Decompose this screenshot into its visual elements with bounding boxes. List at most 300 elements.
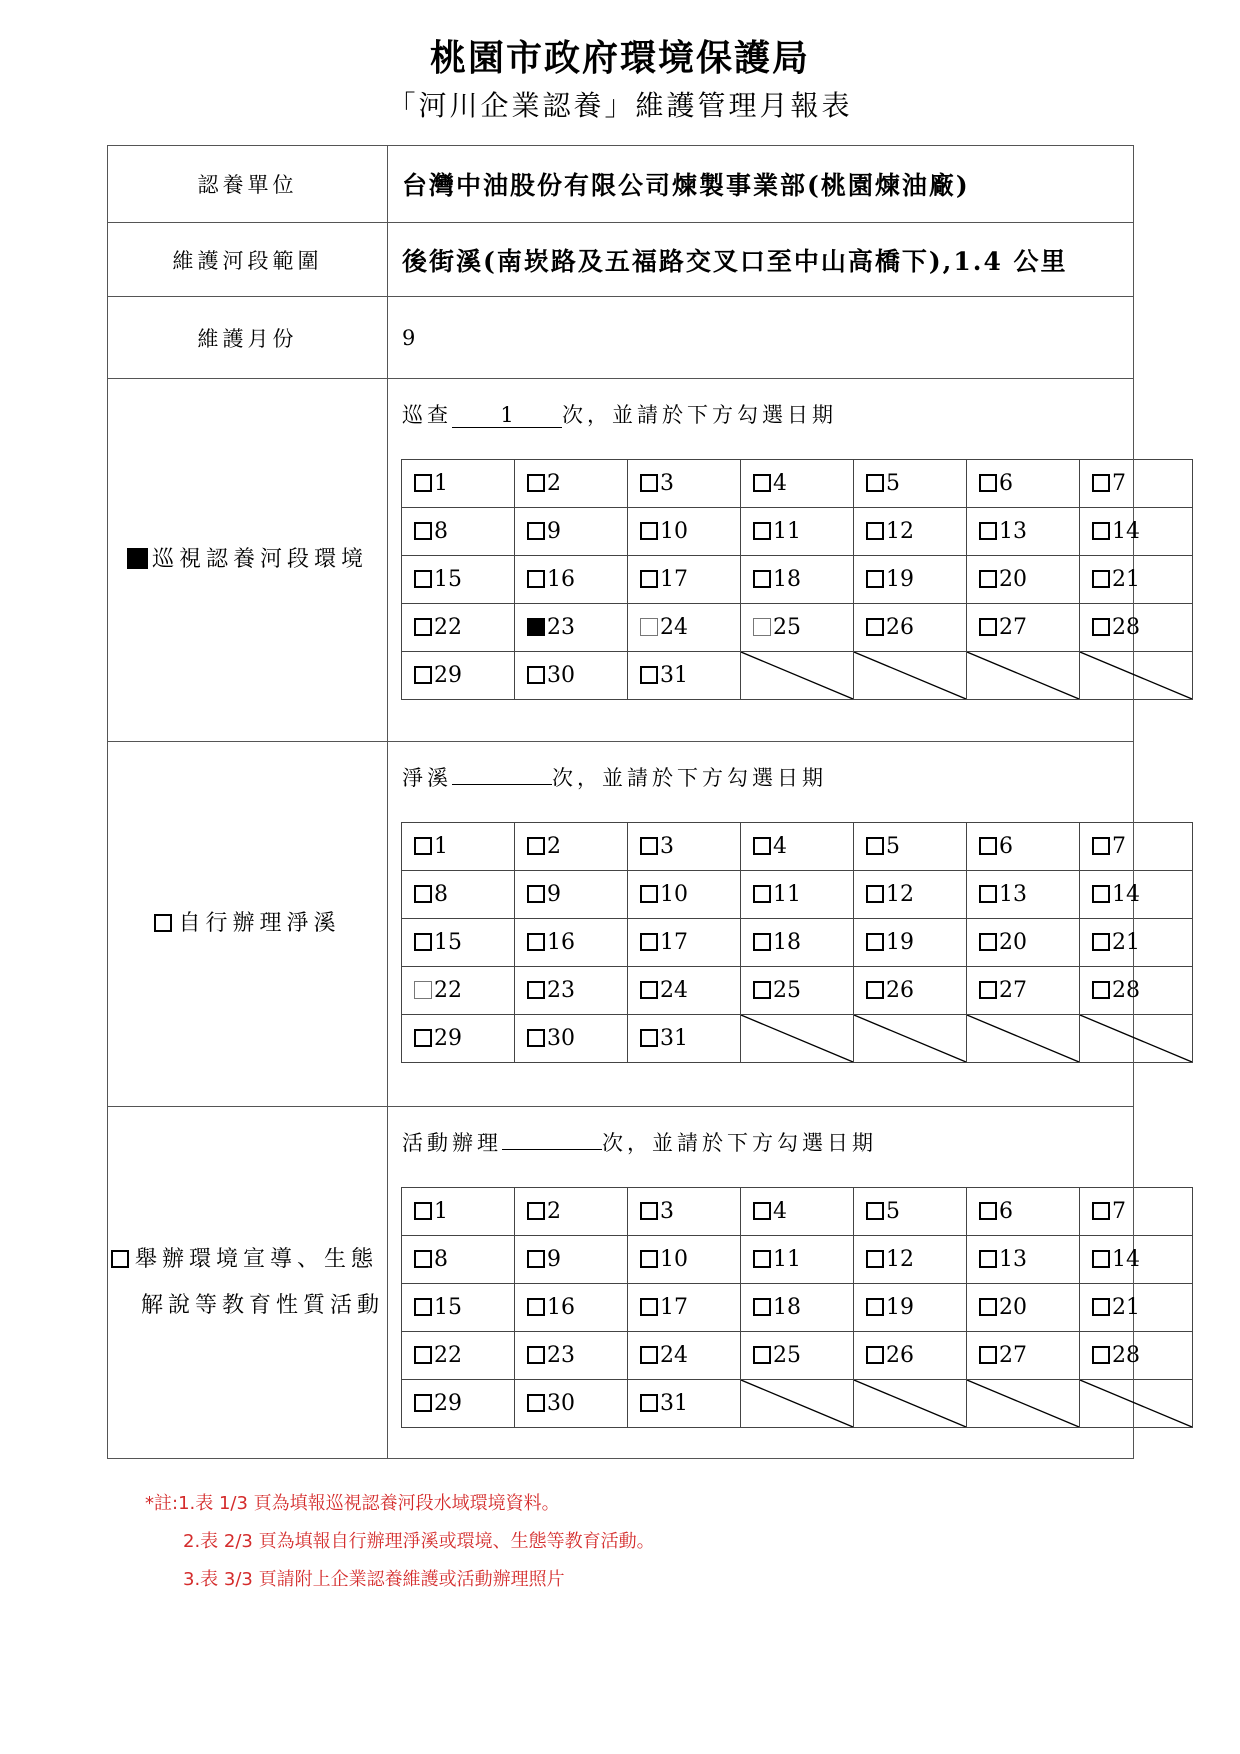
day-cell-27[interactable] xyxy=(967,604,1080,652)
activity-count-line xyxy=(388,1107,1133,1167)
day-checkbox[interactable] xyxy=(414,1394,432,1412)
day-cell-9[interactable] xyxy=(515,1236,628,1284)
day-number: 25 xyxy=(773,978,801,1003)
month-label: 維護月份 xyxy=(108,297,388,379)
day-cell-24[interactable] xyxy=(628,604,741,652)
range-label: 維護河段範圍 xyxy=(108,223,388,297)
day-cell-15[interactable] xyxy=(402,1284,515,1332)
day-cell-3[interactable] xyxy=(628,460,741,508)
day-checkbox[interactable] xyxy=(640,474,658,492)
day-checkbox[interactable] xyxy=(640,1394,658,1412)
day-number: 16 xyxy=(547,930,575,955)
day-cell-30[interactable] xyxy=(515,1380,628,1428)
day-checkbox[interactable] xyxy=(527,885,545,903)
day-checkbox[interactable] xyxy=(866,1346,884,1364)
day-number: 5 xyxy=(886,1199,900,1224)
day-cell-18[interactable] xyxy=(741,919,854,967)
day-number: 26 xyxy=(886,1343,914,1368)
day-checkbox[interactable] xyxy=(640,618,658,636)
day-checkbox[interactable] xyxy=(640,1298,658,1316)
day-number: 27 xyxy=(999,978,1027,1003)
day-cell-30[interactable] xyxy=(515,1015,628,1063)
form-subtitle: 「河川企業認養」維護管理月報表 xyxy=(387,89,853,122)
empty-day-cell xyxy=(1080,1380,1193,1428)
day-row xyxy=(402,1188,1193,1236)
day-number: 11 xyxy=(773,519,801,544)
day-cell-4[interactable] xyxy=(741,1188,854,1236)
day-checkbox[interactable] xyxy=(866,885,884,903)
day-number: 12 xyxy=(886,1247,914,1272)
day-checkbox[interactable] xyxy=(640,1346,658,1364)
day-cell-22[interactable] xyxy=(402,1332,515,1380)
empty-day-cell xyxy=(1080,1015,1193,1063)
day-cell-12[interactable] xyxy=(854,871,967,919)
patrol-count-line xyxy=(388,379,1133,439)
day-checkbox[interactable] xyxy=(414,1029,432,1047)
day-row xyxy=(402,652,1193,700)
day-checkbox[interactable] xyxy=(640,1029,658,1047)
day-checkbox[interactable] xyxy=(1092,981,1110,999)
day-checkbox[interactable] xyxy=(979,933,997,951)
day-checkbox[interactable] xyxy=(414,1346,432,1364)
day-number: 28 xyxy=(1112,1343,1140,1368)
note-3: 3.表 3/3 頁請附上企業認養維護或活動辦理照片 xyxy=(183,1569,565,1590)
day-number: 24 xyxy=(660,978,688,1003)
day-number: 21 xyxy=(1112,567,1140,592)
day-cell-15[interactable] xyxy=(402,919,515,967)
day-cell-5[interactable] xyxy=(854,460,967,508)
day-number: 15 xyxy=(434,567,462,592)
day-number: 4 xyxy=(773,834,787,859)
day-cell-11[interactable] xyxy=(741,1236,854,1284)
day-checkbox[interactable] xyxy=(527,933,545,951)
day-cell-28[interactable] xyxy=(1080,967,1193,1015)
day-row xyxy=(402,967,1193,1015)
day-cell-6[interactable] xyxy=(967,823,1080,871)
day-cell-14[interactable] xyxy=(1080,1236,1193,1284)
day-checkbox[interactable] xyxy=(866,618,884,636)
month-value[interactable]: 9 xyxy=(388,297,1134,379)
day-number: 18 xyxy=(773,1295,801,1320)
day-checkbox[interactable] xyxy=(640,666,658,684)
day-cell-24[interactable] xyxy=(628,967,741,1015)
day-checkbox[interactable] xyxy=(979,1202,997,1220)
diagonal-strike xyxy=(854,652,966,699)
day-cell-10[interactable] xyxy=(628,508,741,556)
day-cell-25[interactable] xyxy=(741,604,854,652)
empty-day-cell xyxy=(741,1380,854,1428)
day-checkbox[interactable] xyxy=(753,1202,771,1220)
day-cell-5[interactable] xyxy=(854,823,967,871)
day-cell-4[interactable] xyxy=(741,460,854,508)
day-cell-24[interactable] xyxy=(628,1332,741,1380)
day-row xyxy=(402,871,1193,919)
day-checkbox[interactable] xyxy=(866,981,884,999)
cleanup-section-body xyxy=(388,742,1140,1107)
day-checkbox[interactable] xyxy=(414,570,432,588)
day-checkbox[interactable] xyxy=(866,570,884,588)
cleanup-count-line xyxy=(388,742,1133,802)
day-number: 31 xyxy=(660,1391,688,1416)
day-checkbox[interactable] xyxy=(527,474,545,492)
day-cell-6[interactable] xyxy=(967,1188,1080,1236)
day-cell-20[interactable] xyxy=(967,1284,1080,1332)
day-cell-1[interactable] xyxy=(402,1188,515,1236)
day-number: 1 xyxy=(434,834,448,859)
day-cell-31[interactable] xyxy=(628,1015,741,1063)
day-checkbox[interactable] xyxy=(414,474,432,492)
report-form xyxy=(107,145,1140,1459)
day-cell-26[interactable] xyxy=(854,1332,967,1380)
day-row xyxy=(402,919,1193,967)
day-cell-31[interactable] xyxy=(628,1380,741,1428)
day-checkbox[interactable] xyxy=(866,522,884,540)
day-cell-10[interactable] xyxy=(628,1236,741,1284)
day-checkbox[interactable] xyxy=(414,933,432,951)
day-cell-12[interactable] xyxy=(854,1236,967,1284)
empty-day-cell xyxy=(741,1015,854,1063)
day-cell-1[interactable] xyxy=(402,823,515,871)
day-number: 18 xyxy=(773,930,801,955)
day-row xyxy=(402,508,1193,556)
day-checkbox[interactable] xyxy=(979,981,997,999)
activity-count-prefix: 活動辦理 xyxy=(402,1131,502,1155)
day-checkbox[interactable] xyxy=(1092,570,1110,588)
activity-day-grid xyxy=(401,1187,1193,1428)
range-value[interactable]: 後街溪(南崁路及五福路交叉口至中山高橋下),1.4 公里 xyxy=(388,223,1134,297)
day-row xyxy=(402,604,1193,652)
diagonal-strike xyxy=(967,652,1079,699)
day-cell-26[interactable] xyxy=(854,604,967,652)
day-cell-17[interactable] xyxy=(628,556,741,604)
day-checkbox[interactable] xyxy=(1092,1346,1110,1364)
day-checkbox[interactable] xyxy=(753,570,771,588)
day-checkbox[interactable] xyxy=(753,1250,771,1268)
day-cell-11[interactable] xyxy=(741,871,854,919)
day-checkbox[interactable] xyxy=(866,1250,884,1268)
day-cell-25[interactable] xyxy=(741,1332,854,1380)
day-number: 20 xyxy=(999,1295,1027,1320)
day-checkbox[interactable] xyxy=(527,570,545,588)
day-row xyxy=(402,460,1193,508)
day-number: 25 xyxy=(773,1343,801,1368)
day-cell-29[interactable] xyxy=(402,652,515,700)
day-number: 6 xyxy=(999,471,1013,496)
day-cell-20[interactable] xyxy=(967,556,1080,604)
day-cell-18[interactable] xyxy=(741,556,854,604)
day-checkbox[interactable] xyxy=(527,837,545,855)
day-row xyxy=(402,1284,1193,1332)
day-cell-13[interactable] xyxy=(967,1236,1080,1284)
day-number: 28 xyxy=(1112,978,1140,1003)
day-number: 25 xyxy=(773,615,801,640)
day-cell-14[interactable] xyxy=(1080,871,1193,919)
day-cell-3[interactable] xyxy=(628,1188,741,1236)
day-checkbox[interactable] xyxy=(753,837,771,855)
day-checkbox[interactable] xyxy=(979,885,997,903)
day-row xyxy=(402,556,1193,604)
day-number: 10 xyxy=(660,519,688,544)
day-checkbox[interactable] xyxy=(640,1202,658,1220)
day-number: 23 xyxy=(547,615,575,640)
day-checkbox[interactable] xyxy=(753,981,771,999)
day-number: 4 xyxy=(773,471,787,496)
day-checkbox[interactable] xyxy=(527,981,545,999)
diagonal-strike xyxy=(967,1015,1079,1062)
day-checkbox[interactable] xyxy=(640,522,658,540)
day-number: 10 xyxy=(660,1247,688,1272)
day-cell-19[interactable] xyxy=(854,1284,967,1332)
day-number: 5 xyxy=(886,471,900,496)
day-checkbox[interactable] xyxy=(753,474,771,492)
day-cell-19[interactable] xyxy=(854,919,967,967)
day-checkbox[interactable] xyxy=(979,570,997,588)
day-number: 14 xyxy=(1112,1247,1140,1272)
day-checkbox[interactable] xyxy=(527,1029,545,1047)
day-cell-19[interactable] xyxy=(854,556,967,604)
day-cell-7[interactable] xyxy=(1080,460,1193,508)
day-cell-1[interactable] xyxy=(402,460,515,508)
day-cell-22[interactable] xyxy=(402,967,515,1015)
day-checkbox[interactable] xyxy=(640,981,658,999)
note-1: *註:1.表 1/3 頁為填報巡視認養河段水域環境資料。 xyxy=(145,1493,560,1514)
day-row xyxy=(402,1236,1193,1284)
day-row xyxy=(402,1380,1193,1428)
day-checkbox[interactable] xyxy=(640,933,658,951)
day-cell-15[interactable] xyxy=(402,556,515,604)
day-checkbox[interactable] xyxy=(414,618,432,636)
day-number: 13 xyxy=(999,1247,1027,1272)
day-cell-28[interactable] xyxy=(1080,604,1193,652)
day-checkbox[interactable] xyxy=(414,1250,432,1268)
day-cell-23[interactable] xyxy=(515,1332,628,1380)
day-checkbox[interactable] xyxy=(1092,837,1110,855)
day-checkbox[interactable] xyxy=(527,618,545,636)
day-checkbox[interactable] xyxy=(979,522,997,540)
day-checkbox[interactable] xyxy=(1092,933,1110,951)
day-checkbox[interactable] xyxy=(979,1298,997,1316)
day-checkbox[interactable] xyxy=(527,1202,545,1220)
unit-value[interactable]: 台灣中油股份有限公司煉製事業部(桃園煉油廠) xyxy=(388,146,1134,223)
day-checkbox[interactable] xyxy=(1092,522,1110,540)
day-number: 21 xyxy=(1112,930,1140,955)
day-number: 29 xyxy=(434,1026,462,1051)
day-checkbox[interactable] xyxy=(866,1298,884,1316)
day-cell-16[interactable] xyxy=(515,919,628,967)
day-cell-17[interactable] xyxy=(628,1284,741,1332)
activity-count-suffix: 次，並請於下方勾選日期 xyxy=(602,1131,877,1155)
day-checkbox[interactable] xyxy=(527,1298,545,1316)
day-number: 12 xyxy=(886,882,914,907)
day-number: 3 xyxy=(660,1199,674,1224)
day-cell-29[interactable] xyxy=(402,1015,515,1063)
day-cell-3[interactable] xyxy=(628,823,741,871)
day-cell-12[interactable] xyxy=(854,508,967,556)
cleanup-count-suffix: 次，並請於下方勾選日期 xyxy=(552,766,827,790)
day-cell-7[interactable] xyxy=(1080,1188,1193,1236)
day-cell-9[interactable] xyxy=(515,871,628,919)
day-cell-28[interactable] xyxy=(1080,1332,1193,1380)
day-cell-23[interactable] xyxy=(515,604,628,652)
day-checkbox[interactable] xyxy=(527,666,545,684)
day-cell-8[interactable] xyxy=(402,508,515,556)
day-cell-2[interactable] xyxy=(515,823,628,871)
day-cell-9[interactable] xyxy=(515,508,628,556)
day-checkbox[interactable] xyxy=(640,837,658,855)
day-number: 2 xyxy=(547,834,561,859)
day-checkbox[interactable] xyxy=(866,837,884,855)
day-checkbox[interactable] xyxy=(414,1298,432,1316)
day-checkbox[interactable] xyxy=(753,618,771,636)
day-cell-18[interactable] xyxy=(741,1284,854,1332)
empty-day-cell xyxy=(967,1380,1080,1428)
day-checkbox[interactable] xyxy=(979,1346,997,1364)
cleanup-label-text: 自行辦理淨溪 xyxy=(178,911,341,936)
day-number: 1 xyxy=(434,1199,448,1224)
day-cell-14[interactable] xyxy=(1080,508,1193,556)
day-checkbox[interactable] xyxy=(414,666,432,684)
day-checkbox[interactable] xyxy=(414,981,432,999)
day-number: 22 xyxy=(434,978,462,1003)
day-cell-27[interactable] xyxy=(967,1332,1080,1380)
day-cell-11[interactable] xyxy=(741,508,854,556)
day-checkbox[interactable] xyxy=(753,885,771,903)
day-cell-2[interactable] xyxy=(515,1188,628,1236)
day-number: 28 xyxy=(1112,615,1140,640)
empty-day-cell xyxy=(854,652,967,700)
day-number: 8 xyxy=(434,882,448,907)
day-checkbox[interactable] xyxy=(1092,1298,1110,1316)
day-cell-27[interactable] xyxy=(967,967,1080,1015)
day-checkbox[interactable] xyxy=(866,1202,884,1220)
day-number: 7 xyxy=(1112,834,1126,859)
day-checkbox[interactable] xyxy=(414,1202,432,1220)
day-checkbox[interactable] xyxy=(866,474,884,492)
diagonal-strike xyxy=(967,1380,1079,1427)
day-cell-13[interactable] xyxy=(967,871,1080,919)
day-cell-31[interactable] xyxy=(628,652,741,700)
day-cell-5[interactable] xyxy=(854,1188,967,1236)
day-cell-29[interactable] xyxy=(402,1380,515,1428)
activity-checkbox[interactable] xyxy=(111,1250,129,1268)
empty-day-cell xyxy=(967,652,1080,700)
day-checkbox[interactable] xyxy=(1092,474,1110,492)
day-cell-25[interactable] xyxy=(741,967,854,1015)
day-cell-2[interactable] xyxy=(515,460,628,508)
day-checkbox[interactable] xyxy=(527,1250,545,1268)
day-number: 21 xyxy=(1112,1295,1140,1320)
day-number: 3 xyxy=(660,471,674,496)
day-cell-20[interactable] xyxy=(967,919,1080,967)
day-number: 11 xyxy=(773,882,801,907)
day-number: 7 xyxy=(1112,471,1126,496)
note-2: 2.表 2/3 頁為填報自行辦理淨溪或環境、生態等教育活動。 xyxy=(183,1531,655,1552)
day-number: 5 xyxy=(886,834,900,859)
day-checkbox[interactable] xyxy=(979,474,997,492)
day-checkbox[interactable] xyxy=(1092,885,1110,903)
day-cell-10[interactable] xyxy=(628,871,741,919)
cleanup-checkbox[interactable] xyxy=(154,914,172,932)
day-checkbox[interactable] xyxy=(979,837,997,855)
day-cell-23[interactable] xyxy=(515,967,628,1015)
day-checkbox[interactable] xyxy=(753,933,771,951)
day-checkbox[interactable] xyxy=(527,1346,545,1364)
day-number: 23 xyxy=(547,1343,575,1368)
day-checkbox[interactable] xyxy=(527,1394,545,1412)
day-cell-8[interactable] xyxy=(402,871,515,919)
patrol-checkbox-checked[interactable] xyxy=(127,548,148,569)
day-number: 27 xyxy=(999,615,1027,640)
day-checkbox[interactable] xyxy=(640,1250,658,1268)
day-cell-16[interactable] xyxy=(515,1284,628,1332)
day-number: 20 xyxy=(999,567,1027,592)
day-checkbox[interactable] xyxy=(753,1346,771,1364)
day-number: 1 xyxy=(434,471,448,496)
day-number: 26 xyxy=(886,978,914,1003)
day-number: 27 xyxy=(999,1343,1027,1368)
day-checkbox[interactable] xyxy=(1092,1250,1110,1268)
day-number: 11 xyxy=(773,1247,801,1272)
day-number: 18 xyxy=(773,567,801,592)
day-cell-7[interactable] xyxy=(1080,823,1193,871)
patrol-section-body xyxy=(388,379,1140,742)
day-cell-6[interactable] xyxy=(967,460,1080,508)
patrol-count-input[interactable]: 1 xyxy=(452,403,562,428)
day-checkbox[interactable] xyxy=(527,522,545,540)
day-number: 9 xyxy=(547,519,561,544)
day-number: 19 xyxy=(886,930,914,955)
day-number: 15 xyxy=(434,930,462,955)
day-checkbox[interactable] xyxy=(753,1298,771,1316)
day-checkbox[interactable] xyxy=(414,885,432,903)
cleanup-count-input[interactable] xyxy=(452,784,552,785)
patrol-count-suffix: 次，並請於下方勾選日期 xyxy=(562,403,837,427)
day-number: 16 xyxy=(547,1295,575,1320)
day-cell-30[interactable] xyxy=(515,652,628,700)
day-checkbox[interactable] xyxy=(1092,618,1110,636)
day-checkbox[interactable] xyxy=(979,1250,997,1268)
day-cell-21[interactable] xyxy=(1080,919,1193,967)
diagonal-strike xyxy=(854,1015,966,1062)
day-number: 19 xyxy=(886,1295,914,1320)
day-cell-16[interactable] xyxy=(515,556,628,604)
day-cell-4[interactable] xyxy=(741,823,854,871)
day-checkbox[interactable] xyxy=(640,570,658,588)
day-checkbox[interactable] xyxy=(414,837,432,855)
day-cell-21[interactable] xyxy=(1080,1284,1193,1332)
day-checkbox[interactable] xyxy=(866,933,884,951)
activity-label-line1: 舉辦環境宣導、生態 xyxy=(134,1246,378,1272)
unit-label: 認養單位 xyxy=(108,146,388,223)
empty-day-cell xyxy=(741,652,854,700)
day-checkbox[interactable] xyxy=(1092,1202,1110,1220)
day-checkbox[interactable] xyxy=(414,522,432,540)
day-cell-8[interactable] xyxy=(402,1236,515,1284)
day-checkbox[interactable] xyxy=(979,618,997,636)
day-cell-13[interactable] xyxy=(967,508,1080,556)
day-cell-22[interactable] xyxy=(402,604,515,652)
cleanup-count-prefix: 淨溪 xyxy=(402,766,452,790)
activity-count-input[interactable] xyxy=(502,1149,602,1150)
day-cell-21[interactable] xyxy=(1080,556,1193,604)
activity-section-body xyxy=(388,1107,1140,1459)
day-cell-17[interactable] xyxy=(628,919,741,967)
day-number: 7 xyxy=(1112,1199,1126,1224)
day-number: 30 xyxy=(547,1026,575,1051)
day-cell-26[interactable] xyxy=(854,967,967,1015)
day-checkbox[interactable] xyxy=(753,522,771,540)
day-checkbox[interactable] xyxy=(640,885,658,903)
